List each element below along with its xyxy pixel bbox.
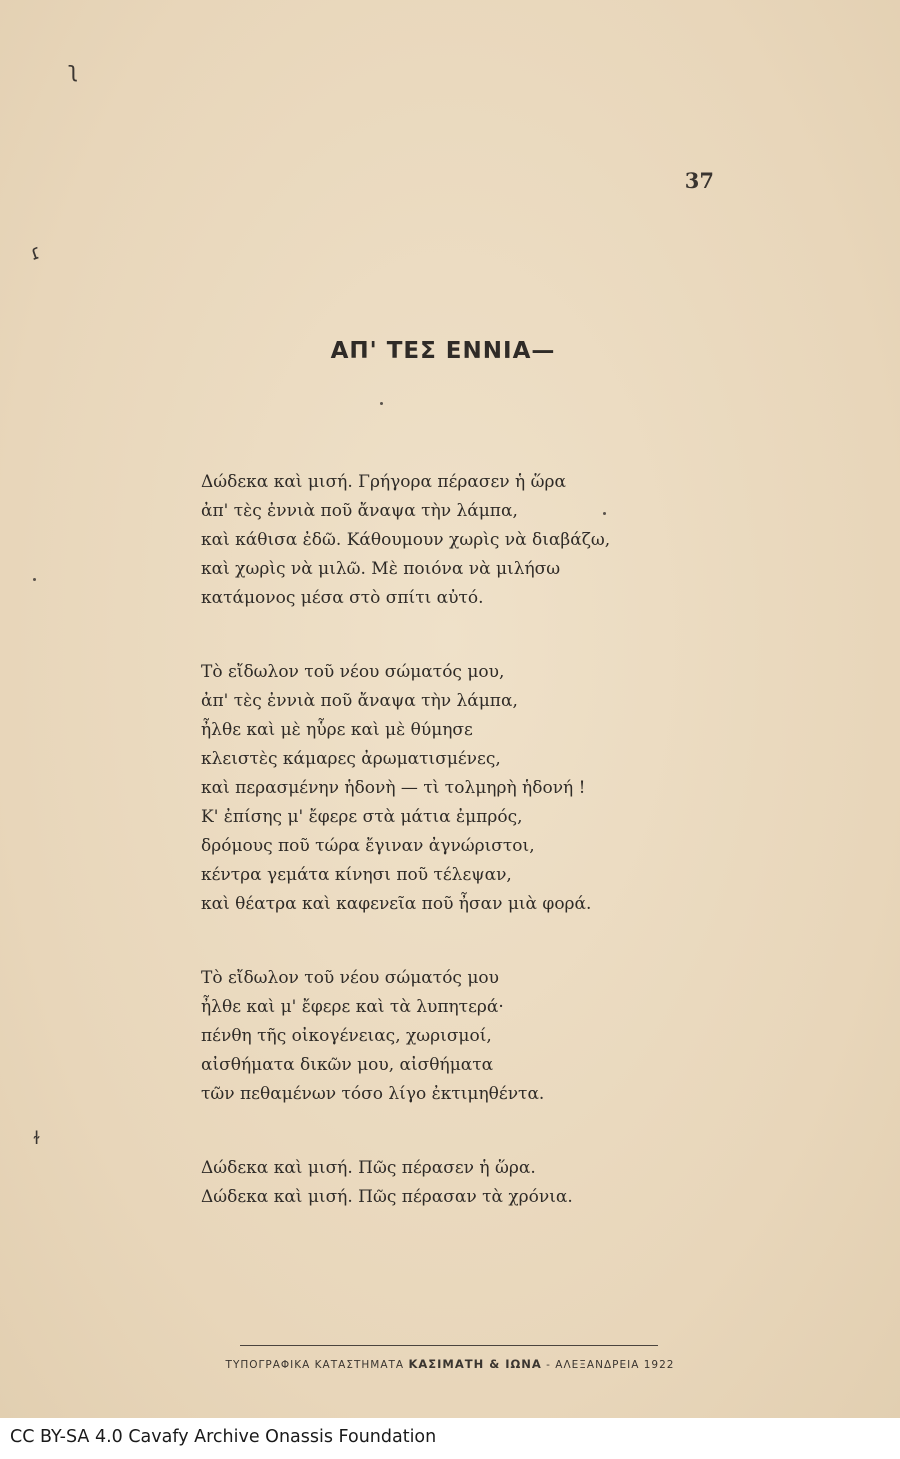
imprint-prefix: ΤΥΠΟΓΡΑΦΙΚΑ ΚΑΤΑΣΤΗΜΑΤΑ	[225, 1359, 405, 1371]
poem-line: Δώδεκα καὶ μισή. Πῶς πέρασεν ἡ ὥρα.	[201, 1158, 536, 1178]
poem-line: Τὸ εἴδωλον τοῦ νέου σώματός μου	[201, 968, 499, 988]
pencil-mark: ɫ	[33, 1128, 41, 1149]
poem-line: τῶν πεθαμένων τόσο λίγο ἐκτιμηθέντα.	[201, 1084, 545, 1104]
poem-line: κλειστὲς κάμαρες ἀρωματισμένες,	[201, 749, 501, 769]
stanza	[201, 964, 721, 1109]
page-number: 37	[684, 168, 714, 193]
poem-line: Τὸ εἴδωλον τοῦ νέου σώματός μου,	[201, 662, 505, 682]
license-text: CC BY-SA 4.0 Cavafy Archive Onassis Foundation	[10, 1427, 437, 1447]
printer-imprint	[0, 1357, 900, 1371]
poem-line: κατάμονος μέσα στὸ σπίτι αὐτό.	[201, 588, 484, 608]
speck	[33, 578, 36, 581]
poem-line: Δώδεκα καὶ μισή. Γρήγορα πέρασεν ἡ ὥρα	[201, 472, 566, 492]
poem-line: καὶ θέατρα καὶ καφενεῖα ποῦ ἦσαν μιὰ φορά.	[201, 894, 592, 914]
footer-rule	[240, 1345, 658, 1346]
stanza	[201, 658, 721, 919]
stanza	[201, 468, 721, 613]
speck	[380, 402, 383, 405]
pencil-mark: ɾ	[26, 238, 45, 266]
pencil-mark: ʅ	[68, 58, 79, 83]
poem-line: δρόμους ποῦ τώρα ἔγιναν ἀγνώριστοι,	[201, 836, 535, 856]
poem-line: Κ' ἐπίσης μ' ἔφερε στὰ μάτια ἐμπρός,	[201, 807, 523, 827]
poem-line: ἀπ' τὲς ἐννιὰ ποῦ ἄναψα τὴν λάμπα,	[201, 691, 518, 711]
poem-line: ἀπ' τὲς ἐννιὰ ποῦ ἄναψα τὴν λάμπα,	[201, 501, 518, 521]
poem-line: ἦλθε καὶ μὲ ηὗρε καὶ μὲ θύμησε	[201, 720, 473, 740]
poem-line: αἰσθήματα δικῶν μου, αἰσθήματα	[201, 1055, 494, 1075]
poem-line: ἦλθε καὶ μ' ἔφερε καὶ τὰ λυπητερά·	[201, 997, 504, 1017]
poem-line: καὶ περασμένην ἡδονὴ — τὶ τολμηρὴ ἡδονή !	[201, 778, 586, 798]
poem-line: καὶ κάθισα ἐδῶ. Κάθουμουν χωρὶς νὰ διαβάζω,	[201, 530, 611, 550]
imprint-names: ΚΑΣΙΜΑΤΗ & ΙΩΝΑ	[408, 1357, 542, 1371]
imprint-suffix: - ΑΛΕΞΑΝΔΡΕΙΑ 1922	[546, 1359, 675, 1371]
poem-line: πένθη τῆς οἰκογένειας, χωρισμοί,	[201, 1026, 492, 1046]
poem-line: καὶ χωρὶς νὰ μιλῶ. Μὲ ποιόνα νὰ μιλήσω	[201, 559, 561, 579]
poem-body	[201, 468, 721, 1257]
poem-title: ΑΠ' ΤΕΣ ΕΝΝΙΑ—	[330, 338, 556, 364]
poem-line: κέντρα γεμάτα κίνησι ποῦ τέλεψαν,	[201, 865, 512, 885]
stanza	[201, 1154, 721, 1212]
poem-line: Δώδεκα καὶ μισή. Πῶς πέρασαν τὰ χρόνια.	[201, 1187, 573, 1207]
